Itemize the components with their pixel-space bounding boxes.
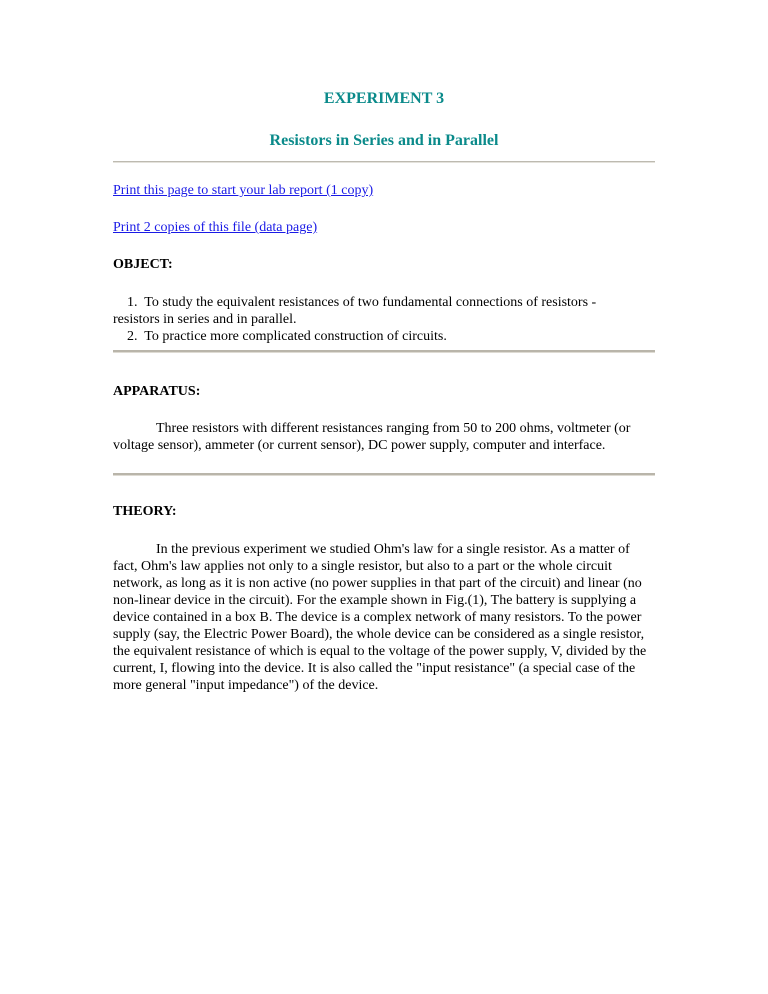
theory-line: more general "input impedance") of the device.	[113, 678, 379, 693]
object-heading: OBJECT:	[113, 257, 173, 272]
object-line: resistors in series and in parallel.	[113, 312, 297, 327]
theory-line: current, I, flowing into the device. It is also called the "input resistance" (a special case of the	[113, 661, 636, 676]
lab-report-link[interactable]: Print this page to start your lab report (1 copy)	[113, 183, 374, 198]
theory-paragraph	[113, 541, 658, 694]
experiment-title: EXPERIMENT 3	[323, 90, 445, 107]
experiment-subtitle: Resistors in Series and in Parallel	[269, 132, 499, 149]
object-line: 1. To study the equivalent resistances of two fundamental connections of resistors -	[113, 295, 597, 310]
theory-heading: THEORY:	[113, 504, 177, 519]
divider	[113, 473, 655, 476]
object-list	[113, 294, 658, 345]
theory-line: supply (say, the Electric Power Board), the whole device can be considered as a single resistor,	[113, 627, 645, 642]
divider	[113, 161, 655, 163]
apparatus-paragraph	[113, 420, 658, 454]
theory-line: In the previous experiment we studied Ohm's law for a single resistor. As a matter of	[156, 542, 630, 557]
theory-line: the equivalent resistance of which is equal to the voltage of the power supply, V, divided by the	[113, 644, 647, 659]
divider	[113, 350, 655, 353]
apparatus-line: voltage sensor), ammeter (or current sensor), DC power supply, computer and interface.	[113, 438, 606, 453]
apparatus-heading: APPARATUS:	[113, 384, 201, 399]
theory-line: non-linear device in the circuit). For the example shown in Fig.(1), The battery is supplying a	[113, 593, 637, 608]
object-line: 2. To practice more complicated construction of circuits.	[113, 329, 447, 344]
apparatus-line: Three resistors with different resistances ranging from 50 to 200 ohms, voltmeter (or	[156, 421, 631, 436]
theory-line: network, as long as it is non active (no power supplies in that part of the circuit) and linear (no	[113, 576, 642, 591]
data-page-link[interactable]: Print 2 copies of this file (data page)	[113, 220, 318, 235]
theory-line: device contained in a box B. The device is a complex network of many resistors. To the power	[113, 610, 642, 625]
theory-line: fact, Ohm's law applies not only to a single resistor, but also to a part or the whole circuit	[113, 559, 612, 574]
